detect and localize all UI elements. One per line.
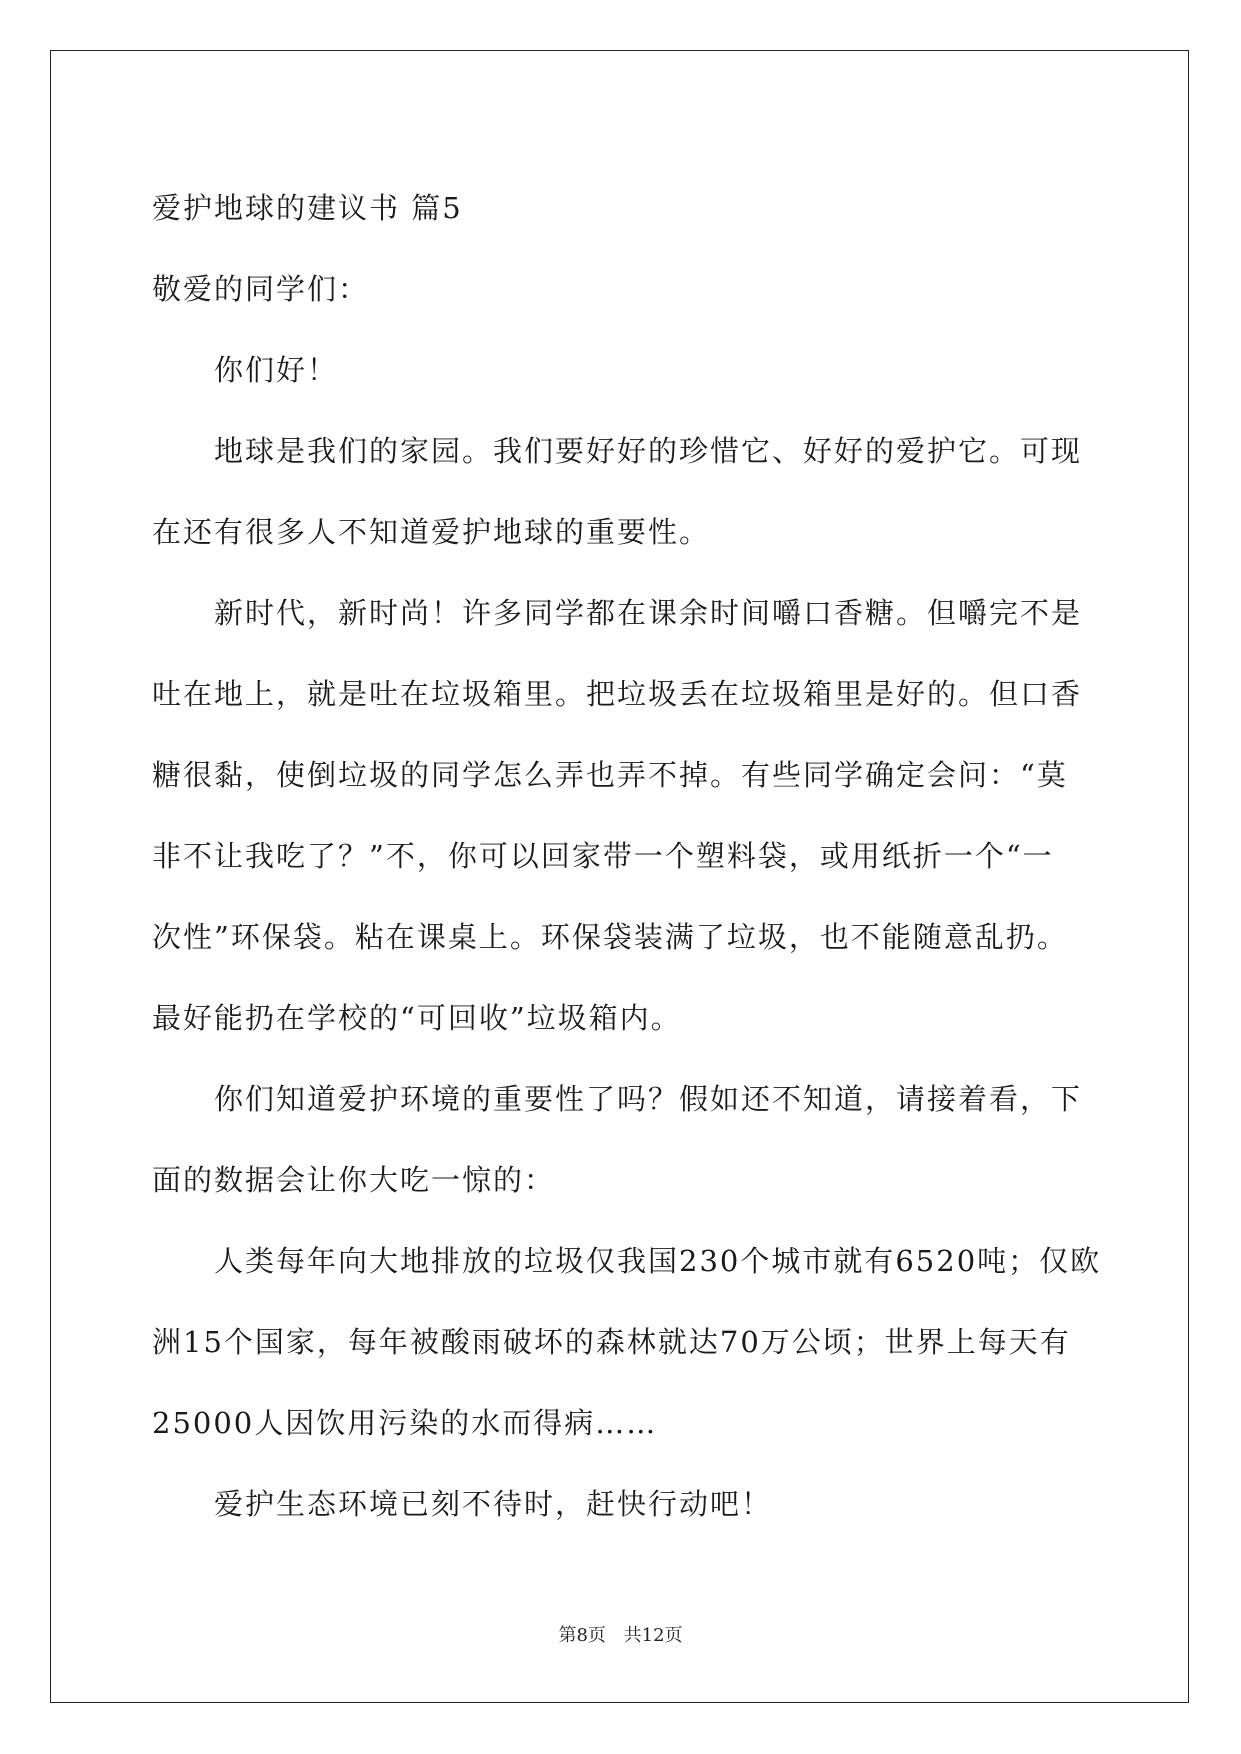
paragraph-line: 非不让我吃了？”不，你可以回家带一个塑料袋，或用纸折一个“一 <box>152 839 1054 873</box>
paragraph-line: 次性”环保袋。粘在课桌上。环保袋装满了垃圾，也不能随意乱扔。 <box>152 920 1068 954</box>
paragraph-2 <box>152 573 1088 1059</box>
paragraph-line: 地球是我们的家园。我们要好好的珍惜它、好好的爱护它。可现 <box>214 434 1083 468</box>
paragraph-line: 人类每年向大地排放的垃圾仅我国230个城市就有6520吨；仅欧 <box>214 1244 1102 1278</box>
paragraph-line: 25000人因饮用污染的水而得病…… <box>152 1406 658 1440</box>
closing-line: 爱护生态环境已刻不待时，赶快行动吧！ <box>214 1487 773 1521</box>
paragraph-3 <box>152 1059 1088 1221</box>
paragraph-line: 洲15个国家，每年被酸雨破坏的森林就达70万公顷；世界上每天有 <box>152 1325 1071 1359</box>
paragraph-line: 面的数据会让你大吃一惊的： <box>152 1163 556 1197</box>
total-page-count: 共12页 <box>623 1625 683 1646</box>
paragraph-line: 糖很黏，使倒垃圾的同学怎么弄也弄不掉。有些同学确定会问：“莫 <box>152 758 1068 792</box>
paragraph-line: 在还有很多人不知道爱护地球的重要性。 <box>152 515 711 549</box>
paragraph-4 <box>152 1221 1102 1464</box>
current-page-number: 第8页 <box>558 1625 606 1646</box>
paragraph-1 <box>152 411 1088 573</box>
paragraph-line: 你们知道爱护环境的重要性了吗？假如还不知道，请接着看，下 <box>214 1082 1083 1116</box>
greeting: 你们好！ <box>214 353 339 387</box>
paragraph-line: 新时代，新时尚！许多同学都在课余时间嚼口香糖。但嚼完不是 <box>214 596 1083 630</box>
paragraph-line: 最好能扔在学校的“可回收”垃圾箱内。 <box>152 1001 682 1035</box>
document-body <box>152 168 1102 1545</box>
salutation: 敬爱的同学们： <box>152 272 370 306</box>
paragraph-line: 吐在地上，就是吐在垃圾箱里。把垃圾丢在垃圾箱里是好的。但口香 <box>152 677 1083 711</box>
document-title: 爱护地球的建议书 篇5 <box>152 191 463 225</box>
page-footer <box>0 1621 1241 1647</box>
